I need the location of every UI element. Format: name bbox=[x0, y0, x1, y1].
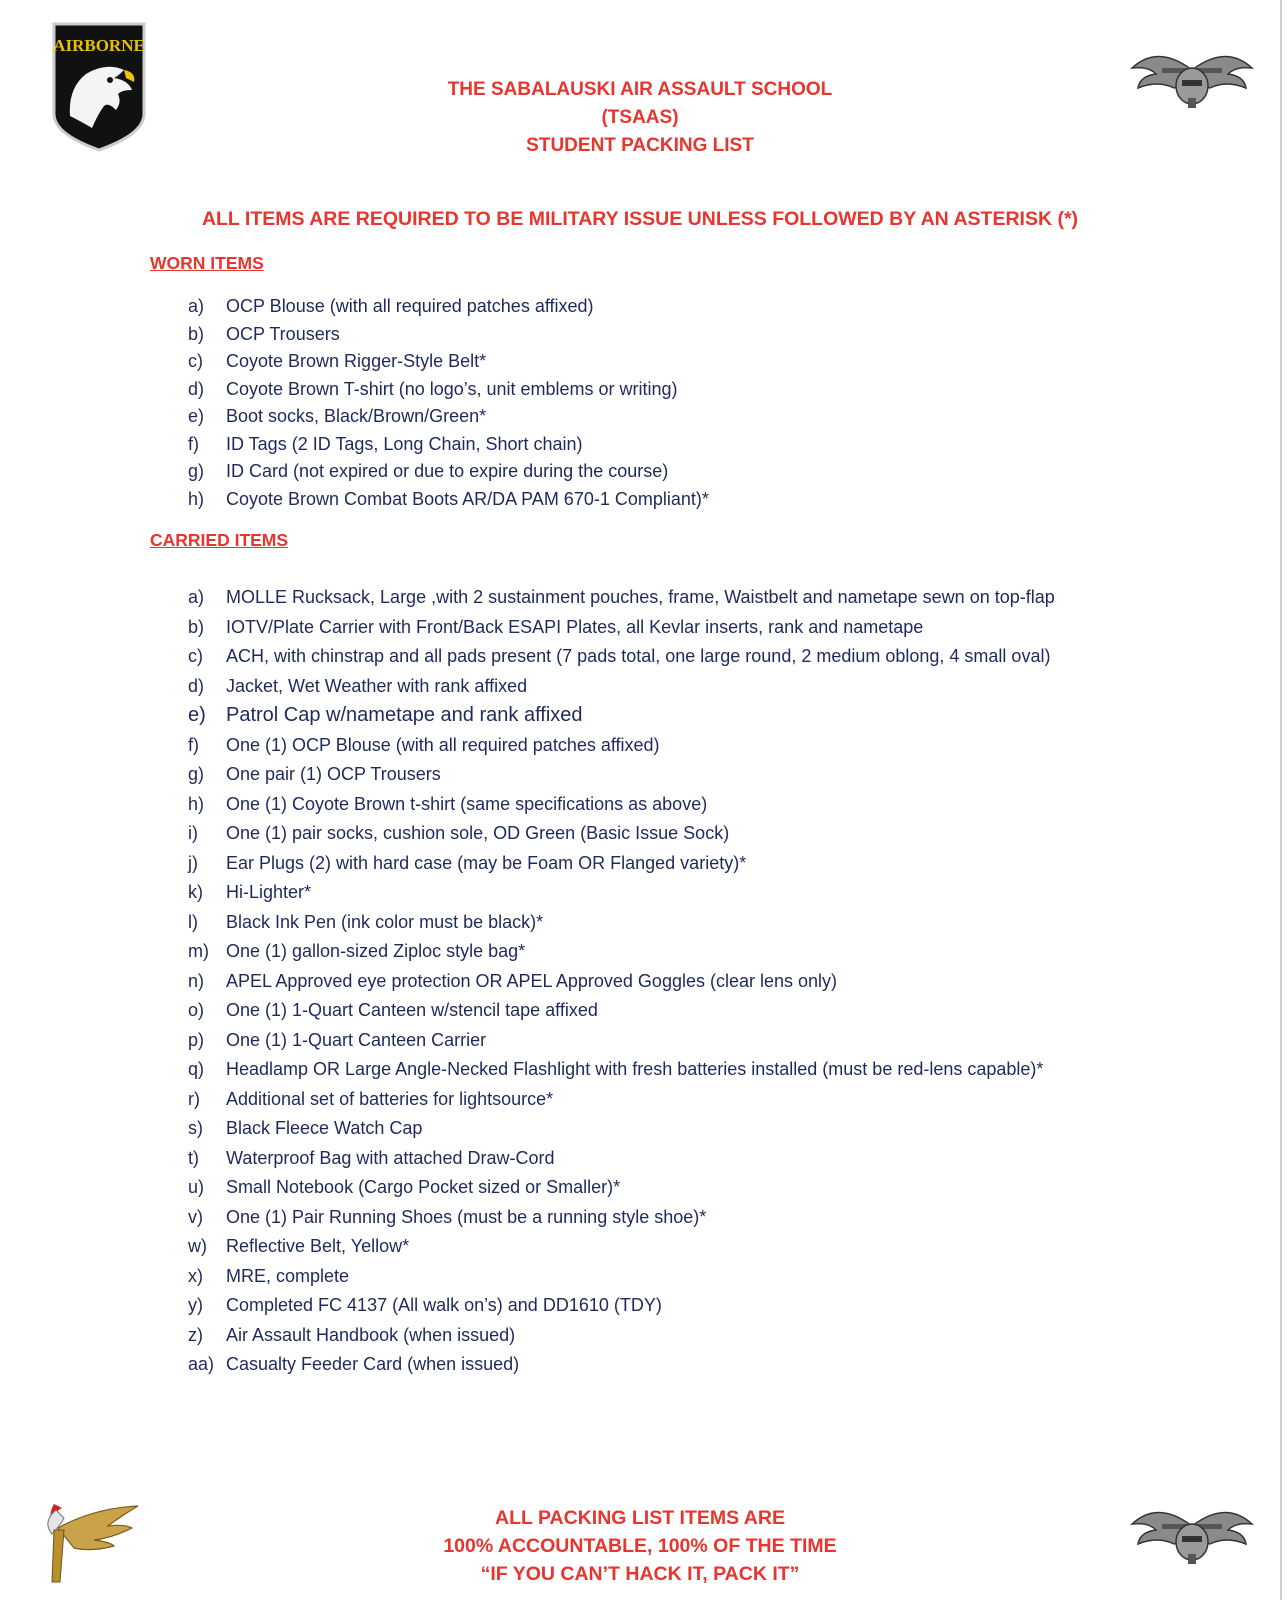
item-text: One (1) gallon-sized Ziploc style bag* bbox=[226, 941, 526, 961]
footer-line-2: 100% ACCOUNTABLE, 100% OF THE TIME bbox=[443, 1535, 837, 1557]
airborne-tab-text: AIRBORNE bbox=[53, 36, 145, 55]
list-item bbox=[188, 1085, 1055, 1115]
item-text: Patrol Cap w/nametape and rank affixed bbox=[226, 704, 583, 726]
item-letter: i) bbox=[188, 823, 198, 843]
item-text: Hi-Lighter* bbox=[226, 882, 312, 902]
item-letter: u) bbox=[188, 1177, 205, 1197]
list-item bbox=[188, 937, 1055, 967]
item-letter: c) bbox=[188, 351, 203, 371]
item-letter: z) bbox=[188, 1324, 203, 1345]
item-letter: p) bbox=[188, 1029, 205, 1050]
item-text: ID Tags (2 ID Tags, Long Chain, Short chain) bbox=[226, 433, 583, 454]
list-item bbox=[188, 348, 709, 376]
item-text: Air Assault Handbook (when issued) bbox=[226, 1324, 516, 1345]
item-letter: b) bbox=[188, 323, 205, 344]
item-text: OCP Blouse (with all required patches affixed) bbox=[226, 296, 594, 316]
list-item bbox=[188, 1144, 1055, 1174]
item-text: One pair (1) OCP Trousers bbox=[226, 764, 441, 784]
item-letter: d) bbox=[188, 675, 205, 696]
list-item bbox=[188, 1232, 1055, 1262]
list-item bbox=[188, 403, 709, 431]
list-item bbox=[188, 583, 1055, 613]
item-text: Ear Plugs (2) with hard case (may be Foam OR Flanged variety)* bbox=[226, 852, 747, 873]
list-item bbox=[188, 967, 1055, 997]
item-letter: s) bbox=[188, 1118, 203, 1138]
document-title bbox=[340, 76, 940, 160]
item-text: Black Ink Pen (ink color must be black)* bbox=[226, 911, 544, 932]
list-item bbox=[188, 701, 1055, 731]
list-item bbox=[188, 1203, 1055, 1233]
carried-items-heading: CARRIED ITEMS bbox=[150, 530, 289, 550]
item-letter: m) bbox=[188, 941, 209, 961]
list-item bbox=[188, 1173, 1055, 1203]
item-letter: h) bbox=[188, 488, 205, 509]
list-item bbox=[188, 642, 1055, 672]
item-text: Coyote Brown Rigger-Style Belt* bbox=[226, 351, 487, 371]
item-letter: n) bbox=[188, 970, 205, 991]
list-item bbox=[188, 672, 1055, 702]
list-item bbox=[188, 431, 709, 459]
list-item bbox=[188, 819, 1055, 849]
list-item bbox=[188, 376, 709, 404]
list-item bbox=[188, 1350, 1055, 1380]
list-item bbox=[188, 1114, 1055, 1144]
item-letter: l) bbox=[188, 911, 198, 932]
item-text: One (1) pair socks, cushion sole, OD Green (Basic Issue Sock) bbox=[226, 823, 730, 843]
list-item bbox=[188, 908, 1055, 938]
item-letter: q) bbox=[188, 1059, 205, 1079]
item-letter: f) bbox=[188, 433, 199, 454]
list-item bbox=[188, 760, 1055, 790]
item-letter: c) bbox=[188, 646, 203, 666]
footer-line-1: ALL PACKING LIST ITEMS ARE bbox=[495, 1507, 785, 1529]
air-assault-badge-icon bbox=[1128, 40, 1256, 112]
item-text: One (1) Coyote Brown t-shirt (same specifications as above) bbox=[226, 793, 708, 814]
item-letter: k) bbox=[188, 882, 203, 902]
item-text: Black Fleece Watch Cap bbox=[226, 1118, 423, 1138]
worn-items-heading: WORN ITEMS bbox=[150, 253, 264, 273]
air-assault-badge-icon bbox=[1128, 1496, 1256, 1568]
carried-items-list bbox=[188, 583, 1055, 1380]
airborne-eagle-patch-icon bbox=[48, 18, 150, 154]
list-item bbox=[188, 1291, 1055, 1321]
list-item bbox=[188, 731, 1055, 761]
list-item bbox=[188, 790, 1055, 820]
list-item bbox=[188, 1321, 1055, 1351]
item-letter: a) bbox=[188, 296, 205, 316]
item-text: Jacket, Wet Weather with rank affixed bbox=[226, 675, 528, 696]
item-letter: j) bbox=[188, 852, 198, 873]
item-letter: o) bbox=[188, 1000, 205, 1020]
worn-items-list bbox=[188, 293, 709, 513]
list-item bbox=[188, 878, 1055, 908]
item-text: OCP Trousers bbox=[226, 323, 340, 344]
item-text: One (1) OCP Blouse (with all required patches affixed) bbox=[226, 734, 660, 755]
item-text: Waterproof Bag with attached Draw-Cord bbox=[226, 1147, 555, 1168]
item-text: Small Notebook (Cargo Pocket sized or Smaller)* bbox=[226, 1177, 621, 1197]
list-item bbox=[188, 321, 709, 349]
item-text: ACH, with chinstrap and all pads present (7 pads total, one large round, 2 medium oblong, 4 small oval) bbox=[226, 646, 1051, 666]
item-text: Boot socks, Black/Brown/Green* bbox=[226, 406, 487, 426]
item-text: MOLLE Rucksack, Large ,with 2 sustainment pouches, frame, Waistbelt and nametape sewn on top-flap bbox=[226, 587, 1055, 607]
accountability-footer bbox=[340, 1504, 940, 1588]
item-letter: a) bbox=[188, 587, 205, 607]
item-text: One (1) Pair Running Shoes (must be a running style shoe)* bbox=[226, 1206, 707, 1227]
list-item bbox=[188, 486, 709, 514]
list-item bbox=[188, 293, 709, 321]
item-letter: y) bbox=[188, 1295, 203, 1315]
list-item bbox=[188, 1026, 1055, 1056]
list-title: STUDENT PACKING LIST bbox=[526, 135, 754, 156]
pathfinder-badge-icon bbox=[34, 1500, 144, 1584]
item-text: Additional set of batteries for lightsource* bbox=[226, 1088, 554, 1109]
item-text: MRE, complete bbox=[226, 1265, 350, 1286]
school-abbreviation: (TSAAS) bbox=[601, 107, 679, 128]
item-text: Coyote Brown Combat Boots AR/DA PAM 670-1 Compliant)* bbox=[226, 488, 709, 509]
list-item bbox=[188, 849, 1055, 879]
page-edge-divider bbox=[1280, 0, 1282, 1600]
item-letter: e) bbox=[188, 704, 206, 726]
item-text: Coyote Brown T-shirt (no logo’s, unit emblems or writing) bbox=[226, 378, 678, 399]
list-item bbox=[188, 458, 709, 486]
item-letter: x) bbox=[188, 1265, 203, 1286]
list-item bbox=[188, 613, 1055, 643]
item-letter: g) bbox=[188, 461, 205, 481]
item-letter: d) bbox=[188, 378, 205, 399]
item-text: IOTV/Plate Carrier with Front/Back ESAPI Plates, all Kevlar inserts, rank and nametape bbox=[226, 616, 924, 637]
item-letter: g) bbox=[188, 764, 205, 784]
item-letter: aa) bbox=[188, 1354, 215, 1374]
item-text: APEL Approved eye protection OR APEL Approved Goggles (clear lens only) bbox=[226, 970, 838, 991]
list-item bbox=[188, 1262, 1055, 1292]
item-text: Completed FC 4137 (All walk on’s) and DD1610 (TDY) bbox=[226, 1295, 662, 1315]
item-text: One (1) 1-Quart Canteen Carrier bbox=[226, 1029, 487, 1050]
item-text: One (1) 1-Quart Canteen w/stencil tape affixed bbox=[226, 1000, 598, 1020]
item-letter: b) bbox=[188, 616, 205, 637]
item-text: Reflective Belt, Yellow* bbox=[226, 1236, 410, 1256]
footer-motto: “IF YOU CAN’T HACK IT, PACK IT” bbox=[480, 1563, 800, 1585]
school-name: THE SABALAUSKI AIR ASSAULT SCHOOL bbox=[447, 79, 833, 100]
item-letter: h) bbox=[188, 793, 205, 814]
item-letter: f) bbox=[188, 734, 199, 755]
military-issue-notice: ALL ITEMS ARE REQUIRED TO BE MILITARY ISSUE UNLESS FOLLOWED BY AN ASTERISK (*) bbox=[201, 208, 1079, 230]
item-letter: w) bbox=[188, 1236, 207, 1256]
item-text: ID Card (not expired or due to expire during the course) bbox=[226, 461, 669, 481]
item-letter: e) bbox=[188, 406, 205, 426]
item-letter: v) bbox=[188, 1206, 203, 1227]
item-text: Headlamp OR Large Angle-Necked Flashlight with fresh batteries installed (must be red-lens capable)* bbox=[226, 1059, 1044, 1079]
item-letter: t) bbox=[188, 1147, 199, 1168]
list-item bbox=[188, 996, 1055, 1026]
list-item bbox=[188, 1055, 1055, 1085]
item-letter: r) bbox=[188, 1088, 200, 1109]
item-text: Casualty Feeder Card (when issued) bbox=[226, 1354, 520, 1374]
